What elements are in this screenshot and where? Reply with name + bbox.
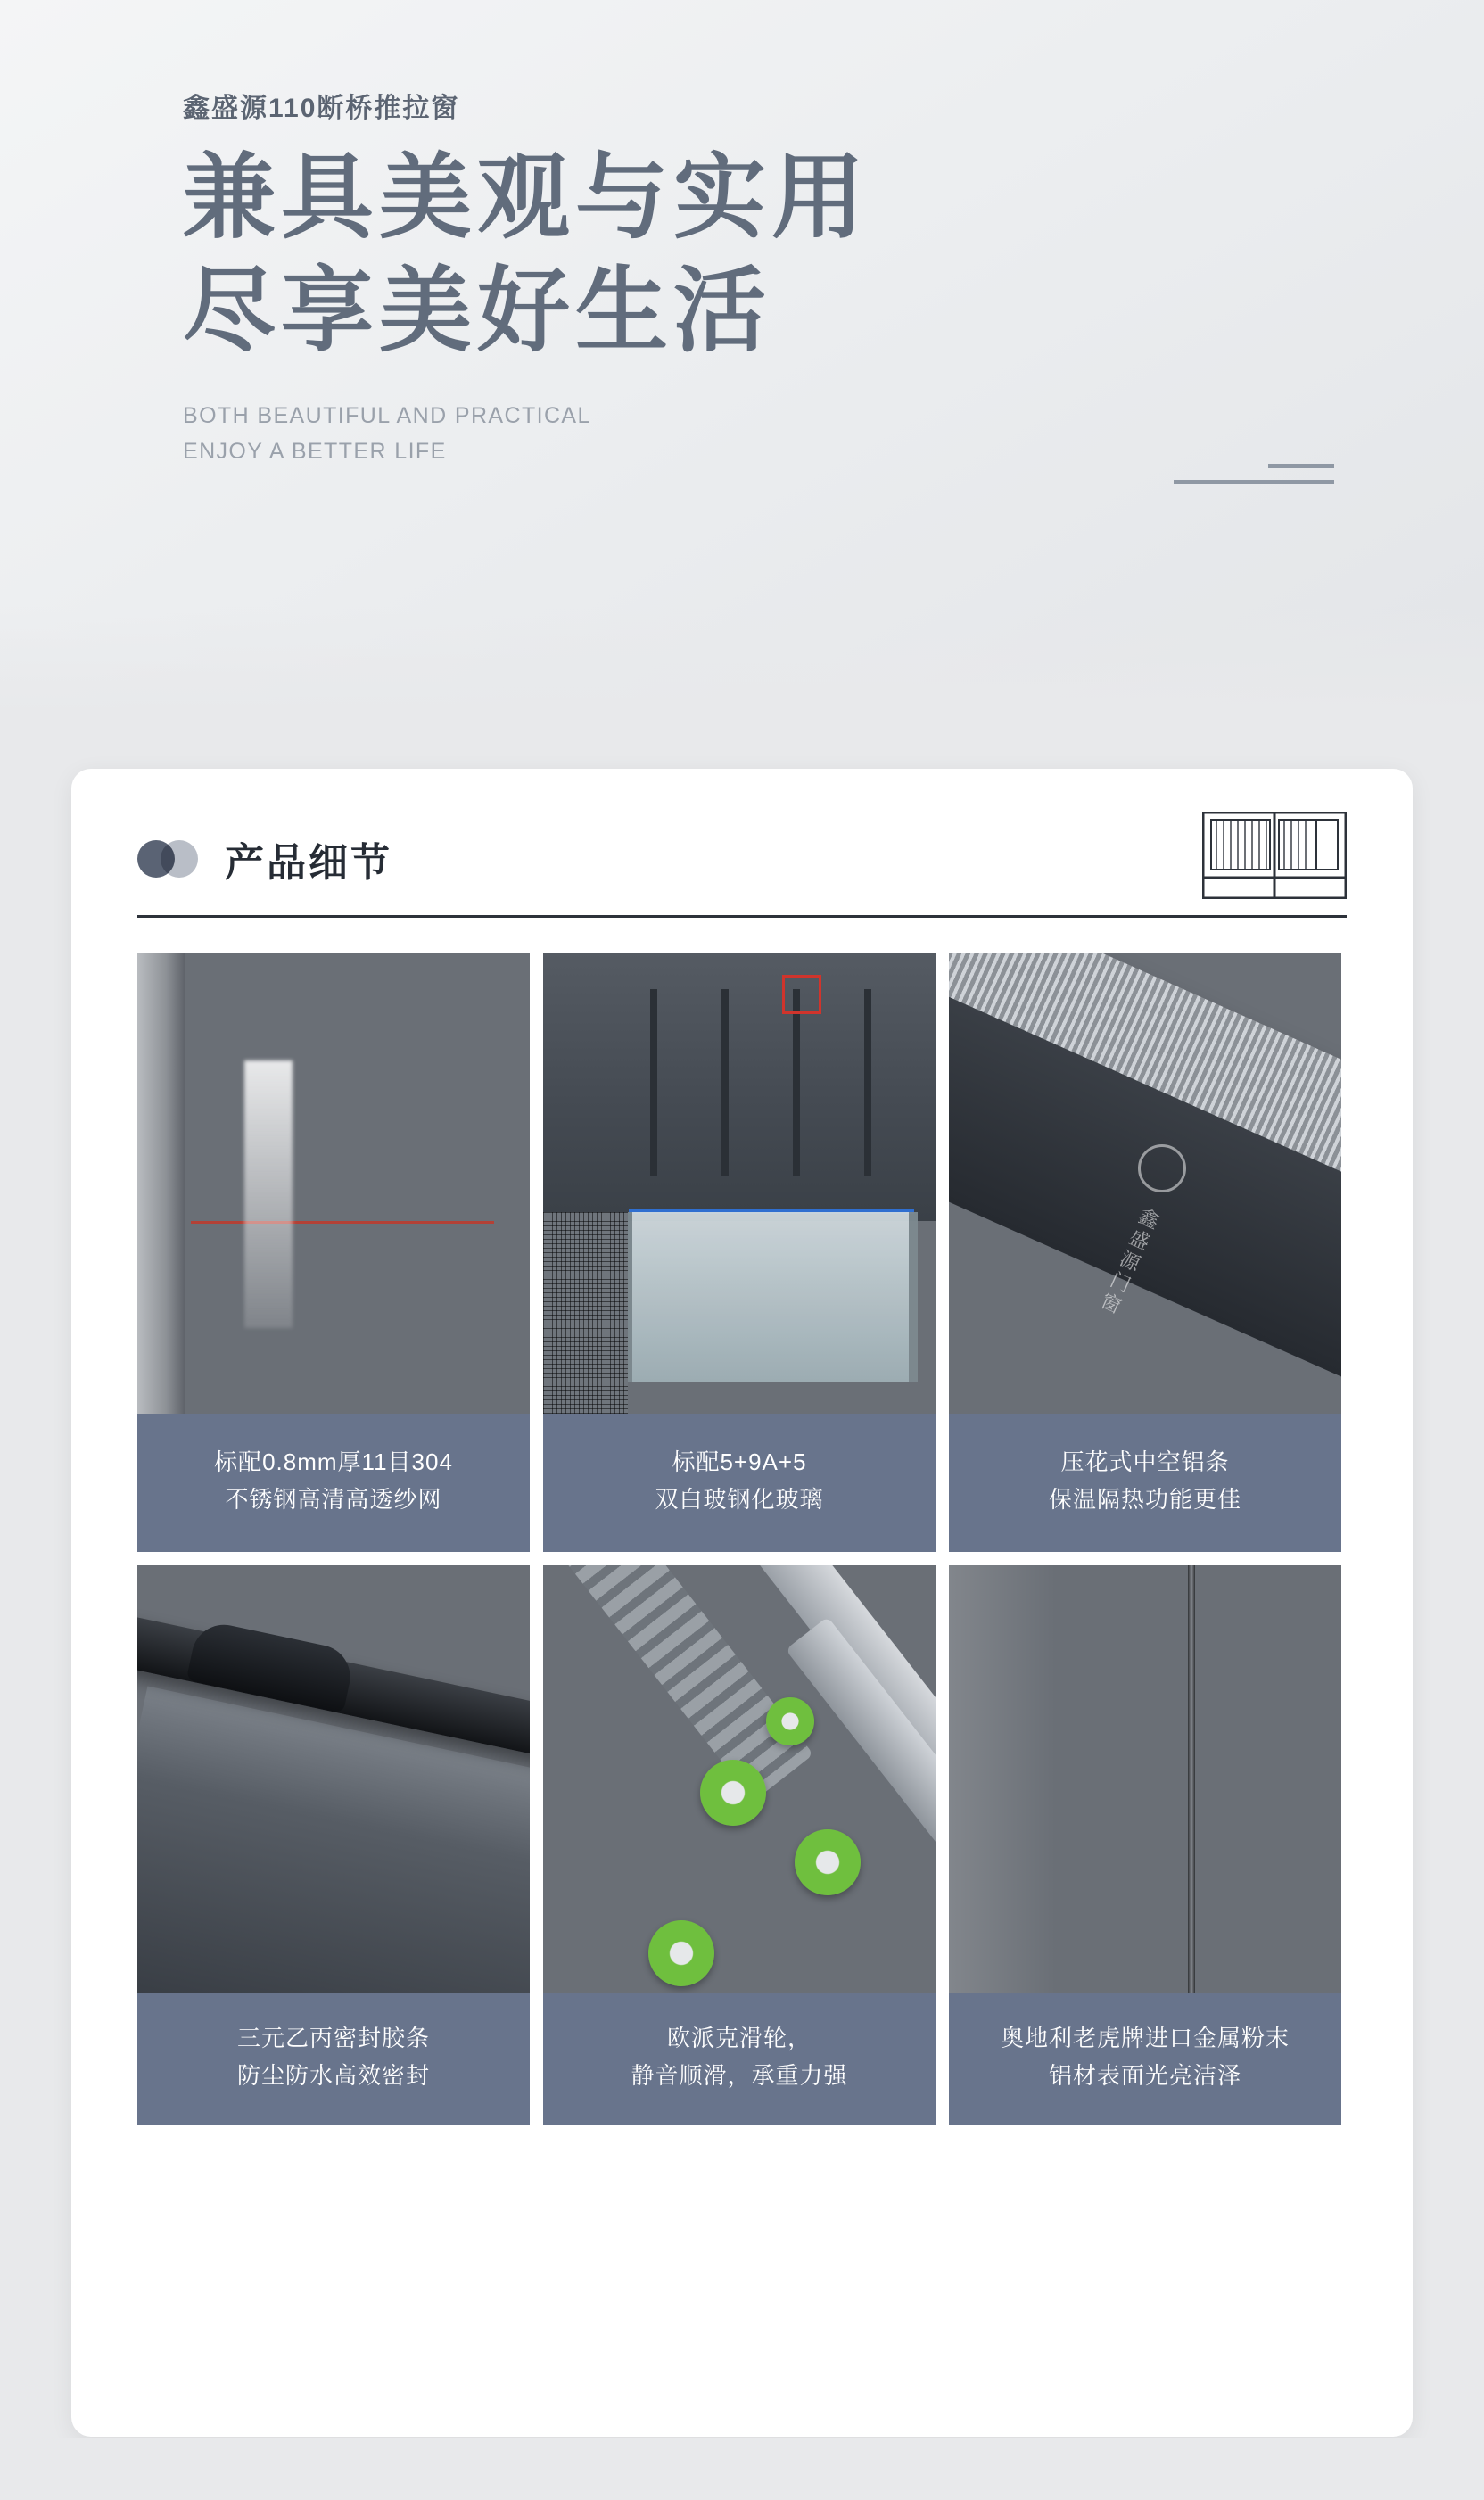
detail-tile (543, 1565, 936, 2125)
detail-tile (949, 953, 1341, 1552)
caption-line-2: 双白玻钢化玻璃 (655, 1485, 824, 1513)
hero-text-block (183, 86, 870, 469)
embossed-hollow-aluminium-spacer-photo: 鑫盛源门窗 (949, 953, 1341, 1414)
hero-title-line-2: 尽享美好生活 (183, 254, 772, 365)
powder-coated-aluminium-surface-photo (949, 1565, 1341, 1993)
detail-caption (949, 1993, 1341, 2125)
hero-banner (0, 0, 1484, 714)
caption-line-1: 压花式中空铝条 (1060, 1448, 1230, 1475)
hero-subtitle-line-1: BOTH BEAUTIFUL AND PRACTICAL (183, 402, 591, 428)
detail-caption (137, 1414, 530, 1552)
hero-title-line-1: 兼具美观与实用 (183, 142, 870, 252)
caption-line-1: 欧派克滑轮， (666, 2025, 812, 2052)
detail-caption (949, 1414, 1341, 1552)
caption-line-2: 铝材表面光亮洁泽 (1048, 2061, 1241, 2089)
detail-tile (137, 953, 530, 1552)
stainless-steel-mesh-screen-photo (137, 953, 530, 1414)
caption-line-1: 奥地利老虎牌进口金属粉末 (1000, 2025, 1290, 2052)
hero-kicker: 鑫盛源110断桥推拉窗 (183, 94, 460, 123)
detail-tile (137, 1565, 530, 2125)
caption-line-1: 三元乙丙密封胶条 (236, 2025, 430, 2052)
detail-tile (543, 953, 936, 1552)
caption-line-1: 标配5+9A+5 (672, 1448, 807, 1475)
oppein-roller-hardware-photo (543, 1565, 936, 1993)
hero-subtitle-line-2: ENJOY A BETTER LIFE (183, 438, 447, 464)
detail-tile (949, 1565, 1341, 2125)
card-header (71, 769, 1413, 894)
details-grid (71, 918, 1413, 2125)
sliding-window-icon (1202, 812, 1347, 899)
product-details-card (71, 769, 1413, 2437)
caption-line-2: 保温隔热功能更佳 (1048, 1485, 1241, 1513)
detail-caption (137, 1993, 530, 2125)
caption-line-2: 不锈钢高清高透纱网 (225, 1485, 442, 1513)
decorative-dashes (1174, 464, 1334, 496)
detail-caption (543, 1993, 936, 2125)
aluminium-profile-cross-section-photo (543, 953, 936, 1414)
detail-caption (543, 1414, 936, 1552)
epdm-rubber-seal-strip-photo (137, 1565, 530, 1993)
double-circle-icon (137, 840, 205, 878)
caption-line-2: 防尘防水高效密封 (236, 2061, 430, 2089)
caption-line-2: 静音顺滑，承重力强 (631, 2061, 848, 2089)
caption-line-1: 标配0.8mm厚11目304 (214, 1448, 453, 1475)
section-title: 产品细节 (225, 841, 392, 885)
page-bottom-spacer (0, 2438, 1484, 2500)
